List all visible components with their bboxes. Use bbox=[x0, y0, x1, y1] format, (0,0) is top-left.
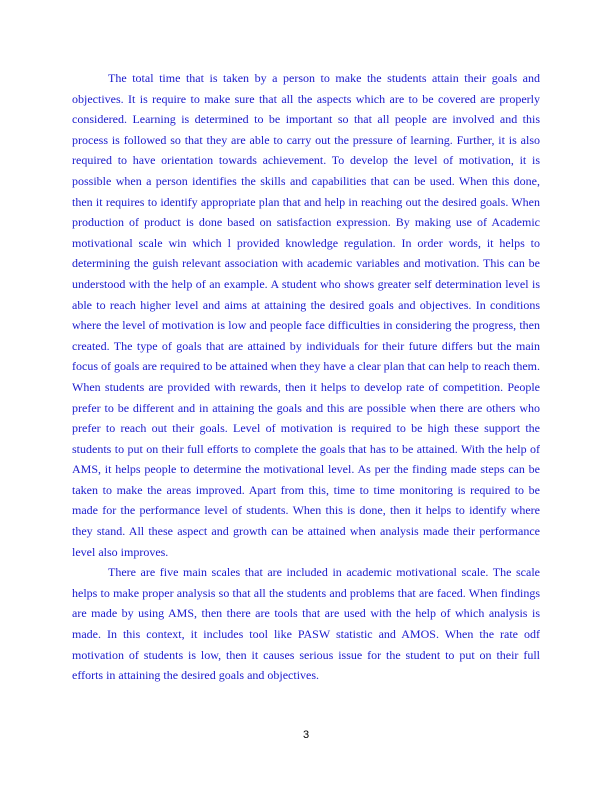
paragraph-2: There are five main scales that are included in academic motivational scale. The scale helps to make proper analysis so that all the students and problems that are faced. When findings are made by using AMS, then there are tools that are used with the help of which analysis is made. In this context, it includes tool like PASW statistic and AMOS. When the rate odf motivation of students is low, then it causes serious issue for the student to put on their full efforts in attaining the desired goals and objectives. bbox=[72, 565, 540, 683]
page-number: 3 bbox=[302, 729, 310, 741]
paragraph-1: The total time that is taken by a person to make the students attain their goals and objectives. It is require to make sure that all the aspects which are to be covered are properly considered. Learning is determined to be important so that all people are involved and this process is followed so that they are able to carry out the pressure of learning. Further, it is also required to have orientation towards achievement. To develop the level of motivation, it is possible when a person identifies the skills and capabilities that can be used. When this done, then it requires to identify appropriate plan that and help in reaching out the desired goals. When production of product is done based on satisfaction expression. By making use of Academic motivational scale win which l provided knowledge regulation. In order words, it helps to determining the guish relevant association with academic variables and motivation. This can be understood with the help of an example. A student who shows greater self determination level is able to reach higher level and aims at attaining the desired goals and objectives. In conditions where the level of motivation is low and people face difficulties in considering the progress, then created. The type of goals that are attained by individuals for their future differs but the main focus of goals are required to be attained when they have a clear plan that can help to reach them. When students are provided with rewards, then it helps to develop rate of competition. People prefer to be different and in attaining the goals and this are possible when there are others who prefer to reach out their goals. Level of motivation is required to be high these support the students to put on their full efforts to complete the goals that has to be attained. With the help of AMS, it helps people to determine the motivational level. As per the finding made steps can be taken to make the areas improved. Apart from this, time to time monitoring is required to be made for the performance level of students. When this is done, then it helps to identify where they stand. All these aspect and growth can be attained when analysis made their performance level also improves. bbox=[72, 71, 540, 559]
body-text bbox=[72, 68, 540, 686]
